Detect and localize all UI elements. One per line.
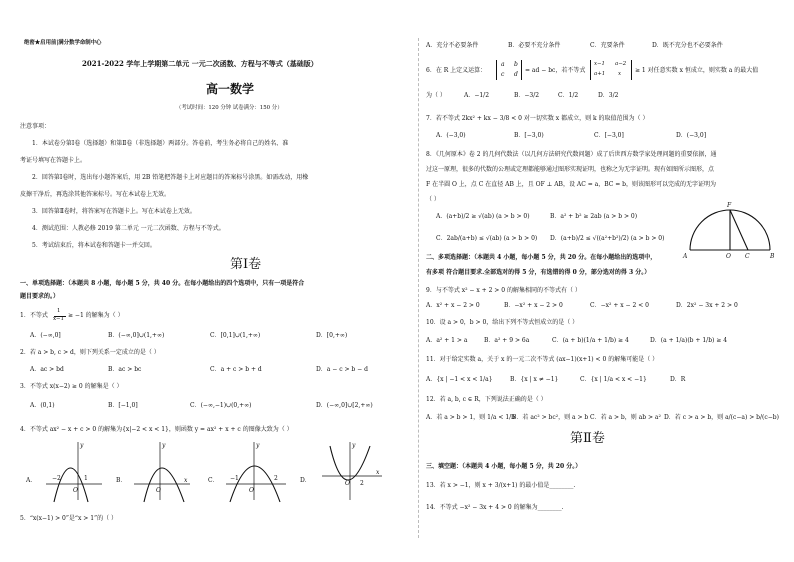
q6-option-b[interactable]: B．−3/2	[514, 92, 540, 99]
q2-option-b[interactable]: B．ac > bc	[108, 366, 142, 373]
q6-stem-c: ≥ 1 对任意实数 x 恒成立，则实数 a 的最大值	[635, 67, 759, 74]
q4-graph-a-one: 1	[84, 475, 88, 482]
q2-stem: 2．若 a > b, c > d，则下列关系一定成立的是（ ）	[20, 349, 160, 356]
q4-graph-d-x-label: x	[376, 469, 380, 476]
q7-option-a[interactable]: A．(−3,0)	[436, 132, 466, 139]
q5-option-d[interactable]: D．既不充分也不必要条件	[652, 42, 723, 49]
q6-m2-b: a−2	[615, 61, 627, 67]
q10-option-d[interactable]: D．(a + 1/a)(b + 1/b) ≥ 4	[650, 337, 728, 344]
q11-option-a[interactable]: A．{x | −1 < x < 1/a}	[426, 376, 493, 383]
q4-graph-c-neg1: −1	[230, 475, 239, 482]
q6-m1-c: c	[501, 71, 505, 78]
q6-stem-d: 为（ ）	[426, 92, 446, 99]
q6-m2-d: x	[618, 71, 622, 77]
section1-heading-2: 题目要求的。）	[20, 293, 60, 300]
q8-line-1: 8．《几何原本》卷 2 的几何代数法（以几何方法研究代数问题）成了后世西方数学家处理问题的重要依据，通	[426, 151, 717, 158]
q8-line-4: （ ）	[426, 196, 440, 203]
q8-figure	[683, 198, 778, 260]
q4-graph-d-two: 2	[360, 480, 364, 487]
q2-option-c[interactable]: C．a + c > b + d	[210, 366, 262, 373]
q6-m1-d: d	[514, 71, 518, 78]
note-line-1: 1．本试卷分第Ⅰ卷（选择题）和第Ⅱ卷（非选择题）两部分。答卷前，考生务必将自己的姓名、准	[32, 140, 289, 147]
q7-option-d[interactable]: D．(−3,0]	[676, 132, 707, 139]
section2-heading-1: 二、多项选择题：（本题共 4 小题，每小题 5 分，共 20 分。在每小题给出的选项中，	[426, 254, 657, 261]
q12-stem: 12．若 a, b, c ∈ R，下列说法正确的是（ ）	[426, 396, 547, 403]
q5-option-b[interactable]: B．必要不充分条件	[508, 42, 561, 49]
q8-option-a[interactable]: A．(a+b)/2 ≥ √(ab) (a > b > 0)	[436, 213, 530, 220]
q7-option-c[interactable]: C．[−3,0]	[594, 132, 624, 139]
note-line-3: 2．回答第Ⅰ卷时，选出每小题答案后，用 2B 铅笔把答题卡上对应题目的答案标号涂黑。如需改动，用橡	[32, 174, 309, 181]
q4-option-b-label[interactable]: B．	[116, 477, 127, 484]
q3-option-d[interactable]: D．(−∞,0]∪[2,+∞)	[316, 402, 373, 409]
q4-graph-c-y-label: y	[256, 442, 260, 449]
q10-option-b[interactable]: B．a² + 9 > 6a	[484, 337, 530, 344]
section1-heading-1: 一、单项选择题：（本题共 8 小题，每小题 5 分，共 40 分。在每小题给出的四个选项中，只有一项是符合	[20, 280, 305, 287]
q1-option-a[interactable]: A．(−∞,0]	[30, 332, 61, 339]
q8-option-d[interactable]: D．(a+b)/2 ≤ √((a²+b²)/2) (a > b > 0)	[550, 235, 665, 242]
q4-graph-a-neg2: −2	[52, 475, 61, 482]
q12-option-c[interactable]: C．若 a > b，则 ab > a²	[590, 414, 661, 421]
q12-option-d[interactable]: D．若 c > a > b，则 a/(c−a) > b/(c−b)	[664, 414, 779, 421]
q8-option-b[interactable]: B．a² + b² ≥ 2ab (a > b > 0)	[550, 213, 638, 220]
q4-graph-d[interactable]	[320, 440, 382, 502]
part2-title: 第Ⅱ卷	[570, 431, 605, 446]
q4-graph-d-origin: O	[345, 480, 350, 487]
q8-label-f: F	[727, 202, 732, 209]
q6-m2-a: x−1	[594, 61, 605, 67]
note-line-6: 4．测试范围：人教必修 2019 第二单元 一元二次函数、方程与不等式。	[32, 225, 225, 232]
q1-option-d[interactable]: D．[0,+∞)	[316, 332, 348, 339]
note-line-2: 考证号填写在答题卡上。	[20, 157, 87, 164]
q11-option-d[interactable]: D．R	[670, 376, 686, 383]
q8-line-2: 过这一原理，很多的代数的公理或定理都能够通过图形实现证明，也称之为无字证明。现有如图所示图形，点	[426, 166, 715, 173]
q4-stem: 4．不等式 ax² − x + c > 0 的解集为{x|−2 < x < 1}，则函数 y = ax² + x + c 的图像大致为（ ）	[20, 426, 293, 433]
q13-stem: 13．若 x > −1，则 x + 3/(x+1) 的最小值是________.	[426, 482, 576, 489]
q4-option-d-label[interactable]: D．	[300, 477, 311, 484]
q4-graph-b-x-label: x	[184, 477, 188, 484]
note-line-5: 3．回答第Ⅱ卷时，将答案写在答题卡上。写在本试卷上无效。	[32, 208, 196, 215]
q11-stem: 11．对于给定实数 a，关于 x 的一元二次不等式 (ax−1)(x+1) < 0 的解集可能是（ ）	[426, 356, 659, 363]
q1-frac-num: 1	[57, 308, 61, 314]
q8-label-b: B	[770, 253, 775, 260]
q4-graph-b[interactable]	[132, 440, 190, 502]
note-line-4: 皮擦干净后，再选涂其他答案标号。写在本试卷上无效。	[20, 191, 171, 198]
q1-option-b[interactable]: B．(−∞,0]∪(1,+∞)	[108, 332, 165, 339]
q6-stem-a: 6．在 R 上定义运算：	[426, 67, 487, 74]
notes-title: 注意事项：	[20, 123, 51, 130]
q12-option-b[interactable]: B．若 ac² > bc²，则 a > b	[512, 414, 589, 421]
q8-label-o: O	[726, 253, 731, 260]
note-line-7: 5．考试结束后，将本试卷和答题卡一并交回。	[32, 242, 156, 249]
exam-title: 2021-2022 学年上学期第二单元 一元二次函数、方程与不等式（基础版）	[82, 59, 318, 68]
q1-frac-den: x−1	[53, 316, 64, 322]
q6-option-d[interactable]: D．3/2	[598, 92, 619, 99]
section2-heading-2: 有多项 符合题目要求.全部选对的得 5 分，有选错的得 0 分，部分选对的得 3 分。）	[426, 269, 651, 276]
q5-option-c[interactable]: C．充要条件	[590, 42, 625, 49]
q8-option-c[interactable]: C．2ab/(a+b) ≤ √(ab) (a > b > 0)	[436, 235, 538, 242]
q6-m1-b: b	[514, 61, 518, 68]
q1-stem-b: ≥ −1 的解集为（ ）	[68, 312, 124, 319]
q4-graph-b-curve	[144, 468, 184, 502]
q4-graph-a-origin: O	[73, 487, 78, 494]
q4-graph-b-y-label: y	[162, 442, 166, 449]
q9-stem: 9．与不等式 x² − x + 2 > 0 的解集相同的不等式有（ ）	[426, 287, 581, 294]
q9-option-a[interactable]: A．x² + x − 2 > 0	[426, 302, 480, 309]
q8-label-c: C	[745, 253, 750, 260]
q7-stem: 7．若不等式 2kx² + kx − 3/8 < 0 对一切实数 x 都成立，则 k 的取值范围为（ ）	[426, 115, 649, 122]
q5-stem: 5．“x(x−1) > 0”是“x > 1”的（ ）	[20, 515, 117, 522]
q4-graph-d-y-label: y	[352, 442, 356, 449]
q3-option-c[interactable]: C．(−∞,−1)∪(0,+∞)	[190, 402, 252, 409]
q4-graph-c-origin: O	[249, 487, 254, 494]
q4-graph-a-y-label: y	[80, 442, 84, 449]
q6-option-c[interactable]: C．1/2	[558, 92, 579, 99]
q10-option-a[interactable]: A．a² + 1 > a	[426, 337, 468, 344]
q6-option-a[interactable]: A．−1/2	[464, 92, 490, 99]
q11-option-c[interactable]: C．{x | 1/a < x < −1}	[580, 376, 647, 383]
q6-matrix-2	[590, 60, 632, 80]
q11-option-b[interactable]: B．{x | x ≠ −1}	[510, 376, 559, 383]
q10-option-c[interactable]: C．(a + b)(1/a + 1/b) ≥ 4	[552, 337, 629, 344]
q9-option-c[interactable]: C．−x² + x − 2 < 0	[590, 302, 649, 309]
q7-option-b[interactable]: B．[−3,0)	[514, 132, 544, 139]
part1-title: 第Ⅰ卷	[230, 257, 262, 272]
q4-graph-c[interactable]	[224, 440, 286, 502]
subject-title: 高一数学	[206, 82, 255, 96]
q4-option-a-label[interactable]: A．	[26, 477, 37, 484]
q8-segment-fc	[730, 210, 748, 250]
q3-option-b[interactable]: B．[−1,0]	[108, 402, 138, 409]
q12-option-a[interactable]: A．若 a > b > 1，则 1/a < 1/b	[426, 414, 516, 421]
q1-option-c[interactable]: C．[0,1]∪(1,+∞)	[210, 332, 261, 339]
q3-stem: 3．不等式 x(x−2) ≥ 0 的解集是（ ）	[20, 383, 123, 390]
q4-graph-a-curve	[54, 468, 88, 502]
q9-option-d[interactable]: D．2x² − 3x + 2 > 0	[676, 302, 738, 309]
q4-graph-b-origin: O	[156, 487, 161, 494]
q4-graph-c-two: 2	[274, 475, 278, 482]
exam-meta: （考试时间：120 分钟 试卷满分：150 分）	[176, 105, 283, 111]
page-fold-line	[418, 38, 419, 538]
q8-label-a: A	[683, 253, 688, 260]
q6-m2-c: a+1	[594, 71, 606, 77]
q6-stem-b: = ad − bc，若不等式	[525, 67, 586, 74]
q2-option-d[interactable]: D．a − c > b − d	[316, 366, 368, 373]
q14-stem: 14．不等式 −x² − 3x + 4 > 0 的解集为________.	[426, 504, 564, 511]
q6-m1-a: a	[501, 61, 505, 68]
q6-matrix-1	[496, 60, 522, 80]
q3-option-a[interactable]: A．(0,1)	[30, 402, 55, 409]
q9-option-b[interactable]: B．−x² + x − 2 > 0	[504, 302, 563, 309]
q10-stem: 10．设 a > 0，b > 0，给出下列不等式恒成立的是（ ）	[426, 319, 579, 326]
section3-heading: 三、填空题：（本题共 4 小题，每小题 5 分，共 20 分。）	[426, 463, 582, 470]
q4-option-c-label[interactable]: C．	[208, 477, 219, 484]
q5-option-a[interactable]: A．充分不必要条件	[426, 42, 479, 49]
secret-mark: 绝密★启用前|满分数学命制中心	[24, 40, 102, 46]
q1-stem-a: 1．不等式	[20, 312, 48, 319]
q4-graph-a[interactable]	[44, 440, 102, 502]
q8-line-3: F 在半圆 O 上，点 C 在直径 AB 上，且 OF ⊥ AB，设 AC = a，BC = b，则该图形可以完成的无字证明为	[426, 181, 716, 188]
q2-option-a[interactable]: A．ac > bd	[30, 366, 64, 373]
